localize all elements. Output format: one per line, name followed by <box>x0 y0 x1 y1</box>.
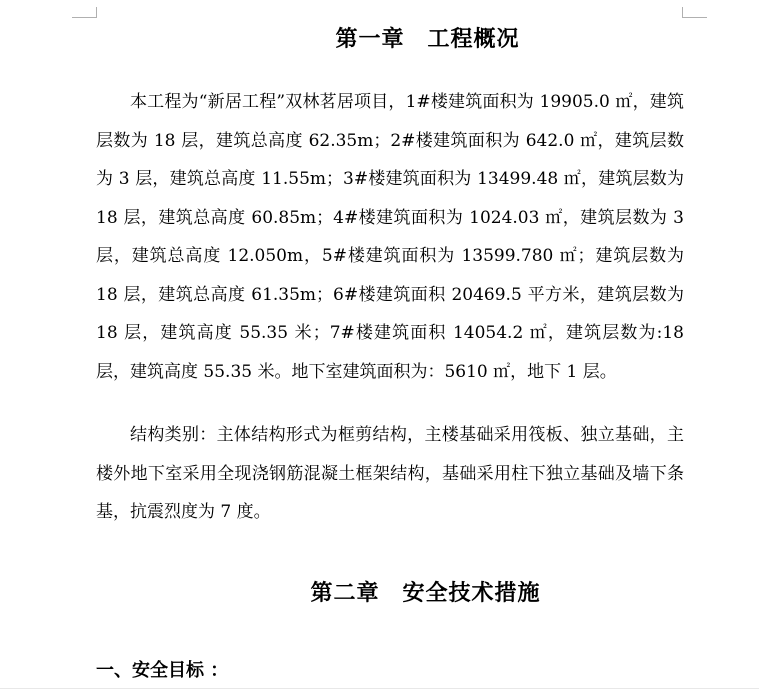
section-1-heading: 一、安全目标 ： <box>96 660 229 681</box>
chapter-2-title: 第二章 安全技术措施 <box>310 580 541 606</box>
crop-mark-top-left <box>72 7 97 18</box>
structure-type-paragraph: 结构类别：主体结构形式为框剪结构，主楼基础采用筏板、独立基础，主楼外地下室采用全现浇钢筋混凝土框架结构，基础采用柱下独立基础及墙下条基，抗震烈度为 7 度。 <box>96 425 684 522</box>
chapter-1-title: 第一章 工程概况 <box>335 26 520 52</box>
page-bottom-edge <box>0 688 759 689</box>
crop-mark-top-right <box>682 7 707 18</box>
project-overview-paragraph: 本工程为“新居工程”双林茗居项目，1#楼建筑面积为 19905.0 ㎡，建筑层数为 18 层，建筑总高度 62.35m；2#楼建筑面积为 642.0 ㎡，建筑层数为 3 层，建筑总高度 11.55m；3#楼建筑面积为 13499.48 ㎡，建筑层数为 18 层，建筑总高度 60.85m；4#楼建筑面积为 1024.03 ㎡，建筑层数为 3 层，建筑总高度 12.050m，5#楼建筑面积为 13599.780 ㎡；建筑层数为 18 层，建筑总高度 61.35m；6#楼建筑面积 20469.5 平方米，建筑层数为 18 层，建筑高度 55.35 米；7#楼建筑面积 14054.2 ㎡，建筑层数为:18 层，建筑高度 55.35 米。地下室建筑面积为：5610 ㎡，地下 1 层。 <box>96 92 684 382</box>
